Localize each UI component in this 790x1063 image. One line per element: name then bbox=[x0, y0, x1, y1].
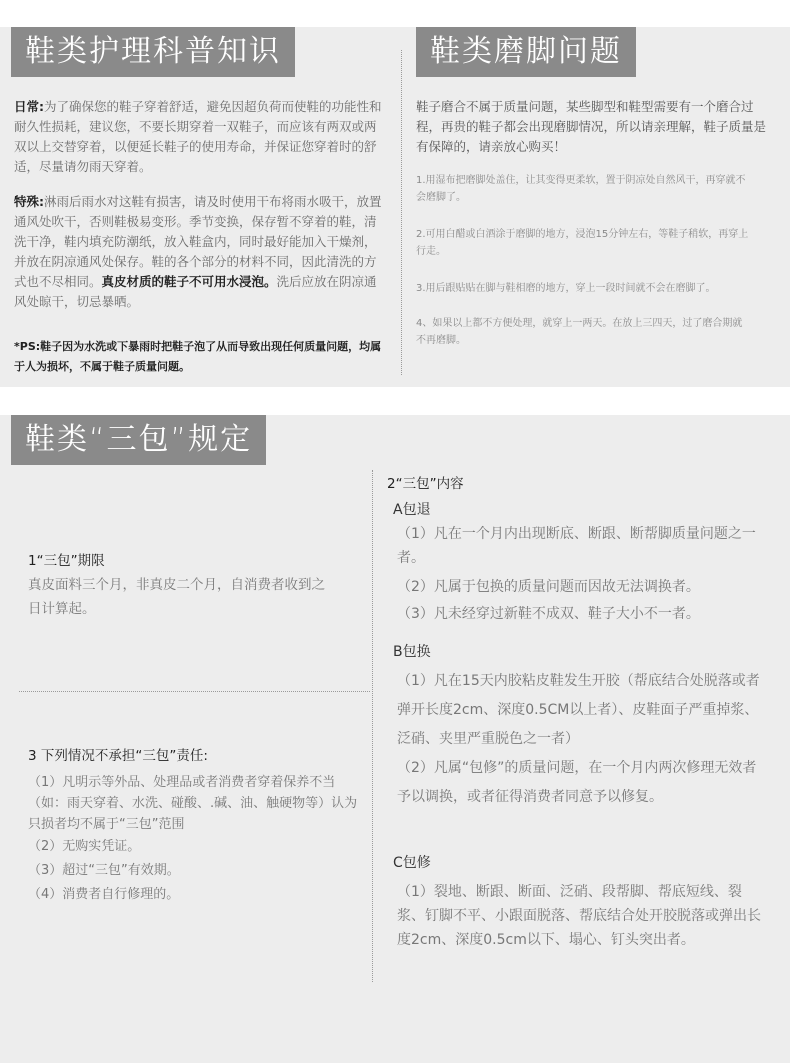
refund-item-3: （3）凡未经穿过新鞋不成双、鞋子大小不一者。 bbox=[397, 606, 700, 622]
blister-tip-2: 2.可用白醋或白酒涂于磨脚的地方，浸泡15分钟左右，等鞋子稍软，再穿上行走。 bbox=[416, 229, 749, 257]
exclusions-title: 3 下列情况不承担“三包”责任: bbox=[28, 748, 208, 764]
special-tail: 洗后应放在阴凉通风处晾干，切忌暴晒。 bbox=[14, 274, 377, 309]
blister-tip-4: 4、如果以上都不方便处理，就穿上一两天。在放上三四天，过了磨合期就不再磨脚。 bbox=[416, 318, 743, 346]
ps-note bbox=[14, 337, 392, 377]
care-section-title: 鞋类护理科普知识 bbox=[11, 27, 295, 77]
exclusion-item-1: （1）凡明示等外品、处理品或者消费者穿着保养不当（如：雨天穿着、水洗、碰酸、.碱、油、触硬物等）认为只损者均不属于“三包”范围 bbox=[28, 775, 358, 832]
repair-title: C包修 bbox=[393, 855, 431, 871]
left-column-divider bbox=[19, 691, 370, 692]
blister-section-title: 鞋类磨脚问题 bbox=[416, 27, 636, 77]
ps-text: *PS:鞋子因为水洗或下暴雨时把鞋子泡了从而导致出现任何质量问题，均属于人为损坏，不属于鞋子质量问题。 bbox=[14, 340, 382, 373]
blister-tip-3: 3.用后跟贴贴在脚与鞋相磨的地方，穿上一段时间就不会在磨脚了。 bbox=[416, 283, 716, 294]
refund-item-1: （1）凡在一个月内出现断底、断跟、断帮脚质量问题之一者。 bbox=[397, 526, 756, 566]
special-care-paragraph bbox=[14, 192, 386, 312]
blister-tip-1: 1.用湿布把磨脚处盖住，让其变得更柔软，置于阴凉处自然风干，再穿就不会磨脚了。 bbox=[416, 175, 746, 203]
blister-intro: 鞋子磨合不属于质量问题，某些脚型和鞋型需要有一个磨合过程，再贵的鞋子都会出现磨脚情况，所以请亲理解，鞋子质量是有保障的，请亲放心购买！ bbox=[416, 99, 767, 154]
warranty-section-title: 鞋类“三包”规定 bbox=[11, 415, 266, 465]
period-text: 真皮面料三个月，非真皮二个月，自消费者收到之日计算起。 bbox=[28, 577, 325, 617]
exchange-item-2: （2）凡属“包修”的质量问题，在一个月内两次修理无效者予以调换，或者征得消费者同意予以修复。 bbox=[397, 760, 757, 805]
repair-item-1: （1）裂地、断跟、断面、泛硝、段帮脚、帮底短线、裂浆、钉脚不平、小跟面脱落、帮底结合处开胶脱落或弹出长度2cm、深度0.5cm以下、塌心、钉头突出者。 bbox=[397, 884, 761, 948]
section-divider-bottom bbox=[372, 470, 373, 982]
daily-label: 日常: bbox=[14, 99, 44, 114]
daily-text: 为了确保您的鞋子穿着舒适，避免因超负荷而使鞋的功能性和耐久性损耗，建议您，不要长期穿着一双鞋子，而应该有两双或两双以上交替穿着，以便延长鞋子的使用寿命，并保证您穿着时的舒适，尽量请勿雨天穿着。 bbox=[14, 99, 382, 174]
exclusion-item-2: （2）无购实凭证。 bbox=[28, 839, 141, 854]
exclusion-item-4: （4）消费者自行修理的。 bbox=[28, 887, 180, 902]
exchange-item-1: （1）凡在15天内胶粘皮鞋发生开胶（帮底结合处脱落或者弹开长度2cm、深度0.5CM以上者）、皮鞋面子严重掉浆、泛硝、夹里严重脱色之一者） bbox=[397, 673, 760, 747]
exchange-title: B包换 bbox=[393, 644, 431, 660]
section-divider-top bbox=[401, 50, 402, 375]
period-title: 1“三包”期限 bbox=[28, 553, 105, 569]
special-text: 淋雨后雨水对这鞋有损害，请及时使用干布将雨水吸干，放置通风处吹干，否则鞋极易变形。季节变换，保存暂不穿着的鞋，清洗干净，鞋内填充防潮纸，放入鞋盒内，同时最好能加入干燥剂，并放在阴凉通风处保存。鞋的各个部分的材料不同，因此清洗的方式也不尽相同。 bbox=[14, 194, 382, 289]
special-label: 特殊: bbox=[14, 194, 44, 209]
special-bold-warning: 真皮材质的鞋子不可用水浸泡。 bbox=[101, 274, 277, 289]
content-title: 2“三包”内容 bbox=[387, 476, 464, 492]
exclusion-item-3: （3）超过“三包”有效期。 bbox=[28, 863, 180, 878]
refund-item-2: （2）凡属于包换的质量问题而因故无法调换者。 bbox=[397, 579, 700, 595]
daily-care-paragraph bbox=[14, 97, 386, 177]
refund-title: A包退 bbox=[393, 502, 431, 518]
